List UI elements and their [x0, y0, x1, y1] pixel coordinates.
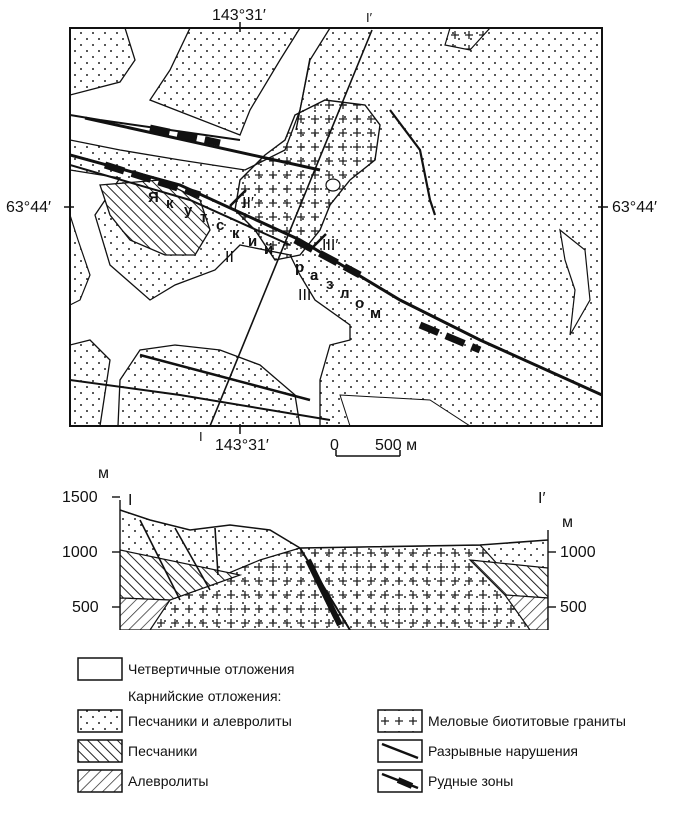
fault-letter: о [355, 295, 365, 312]
legend-swatch-sandstone [78, 740, 122, 762]
legend-quaternary: Четвертичные отложения [128, 661, 295, 677]
legend-swatch-sandstone-siltstone [78, 710, 122, 732]
granite-enclave [326, 179, 340, 191]
tick-left-1500: 1500 [62, 489, 98, 506]
legend-sandstone-siltstone: Песчаники и алевролиты [128, 713, 292, 729]
legend-siltstone: Алевролиты [128, 773, 209, 789]
tick-right-500: 500 [560, 599, 587, 616]
tick-right-1000: 1000 [560, 544, 596, 561]
legend [78, 658, 626, 792]
fault-letter: й [264, 241, 274, 258]
coord-left-label: 63°44′ [6, 199, 51, 216]
coord-top-label: 143°31′ [212, 7, 266, 24]
section-label-end: I′ [538, 490, 546, 507]
fault-letter: л [340, 285, 350, 302]
section-mark: III [298, 287, 312, 304]
coord-bottom-label: 143°31′ [215, 437, 269, 454]
tick-left-500: 500 [72, 599, 99, 616]
fault-letter: з [326, 276, 334, 293]
fault-letter: р [295, 259, 305, 276]
section-mark: III′ [322, 237, 339, 254]
map-panel [6, 7, 657, 456]
legend-swatch-siltstone [78, 770, 122, 792]
scale-value: 500 м [375, 437, 418, 454]
profile-end-label: I′ [366, 10, 373, 25]
legend-swatch-quaternary [78, 658, 122, 680]
scale-zero: 0 [330, 437, 339, 454]
fault-letter: т [200, 209, 208, 226]
cross-section [62, 465, 596, 640]
section-unit-left: м [98, 465, 109, 482]
fault-letter: а [310, 267, 319, 284]
section-mark: II [225, 249, 234, 266]
fault-letter: Я [148, 189, 159, 206]
fault-letter: м [370, 305, 382, 322]
fault-letter: с [216, 217, 225, 234]
fault-letter: к [166, 195, 174, 212]
section-mark: II′ [242, 195, 254, 212]
fault-letter: у [184, 202, 193, 219]
profile-start-label: I [199, 429, 203, 444]
scale-bar [330, 437, 417, 456]
section-label-start: I [128, 492, 133, 509]
fault-letter: к [232, 225, 240, 242]
legend-carnian-header: Карнийские отложения: [128, 688, 282, 704]
section-unit-right: м [562, 514, 573, 531]
legend-sandstone: Песчаники [128, 743, 198, 759]
legend-faults: Разрывные нарушения [428, 743, 578, 759]
legend-granite: Меловые биотитовые граниты [428, 713, 626, 729]
legend-swatch-granite [378, 710, 422, 732]
fault-letter: и [248, 233, 258, 250]
coord-right-label: 63°44′ [612, 199, 657, 216]
tick-left-1000: 1000 [62, 544, 98, 561]
legend-ore-zones: Рудные зоны [428, 773, 514, 789]
